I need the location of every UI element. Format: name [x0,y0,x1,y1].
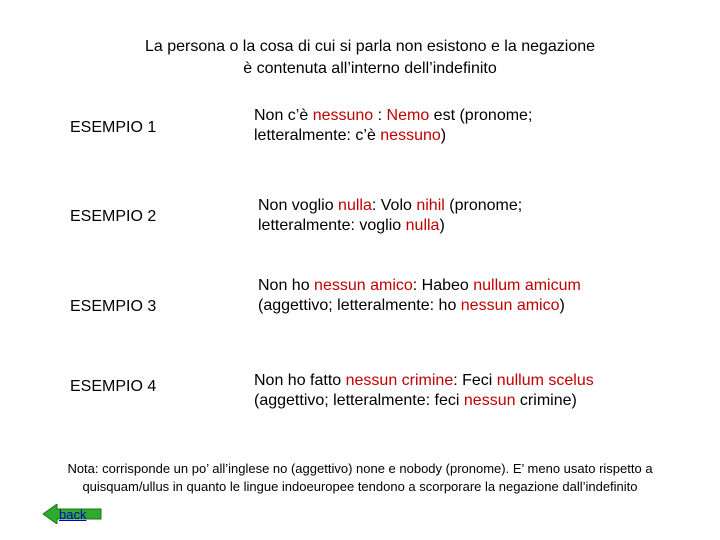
example-1-label: ESEMPIO 1 [70,119,157,136]
example-4-line-1: Non ho fatto nessun crimine: Feci nullum scelus [254,372,594,389]
example-3-text [258,276,678,316]
slide-title [60,36,680,80]
example-1-line-1: Non c’è nessuno : Nemo est (pronome; [254,107,533,124]
example-2-label: ESEMPIO 2 [70,208,157,225]
footnote-line-2: quisquam/ullus in quanto le lingue indoeuropee tendono a scorporare la negazione dall’indefinito [82,479,638,494]
footnote [20,460,700,496]
example-3-label: ESEMPIO 3 [70,298,157,315]
back-link[interactable]: back [59,507,87,522]
example-3-line-1: Non ho nessun amico: Habeo nullum amicum [258,277,581,294]
back-button[interactable] [43,504,103,524]
example-1-text [254,106,674,146]
example-4-text [254,371,674,411]
example-2-line-1: Non voglio nulla: Volo nihil (pronome; [258,197,523,214]
example-3-line-2: (aggettivo; letteralmente: ho nessun amico) [258,297,565,314]
title-line-1: La persona o la cosa di cui si parla non esistono e la negazione [144,38,596,55]
footnote-line-1: Nota: corrisponde un po’ all’inglese no (aggettivo) none e nobody (pronome). E’ meno usato rispetto a [67,461,653,476]
example-2-line-2: letteralmente: voglio nulla) [258,217,445,234]
title-line-2: è contenuta all’interno dell’indefinito [243,60,497,77]
example-2-text [258,196,678,236]
example-4-label: ESEMPIO 4 [70,378,157,395]
example-1-line-2: letteralmente: c’è nessuno) [254,127,447,144]
example-4-line-2: (aggettivo; letteralmente: feci nessun crimine) [254,392,577,409]
